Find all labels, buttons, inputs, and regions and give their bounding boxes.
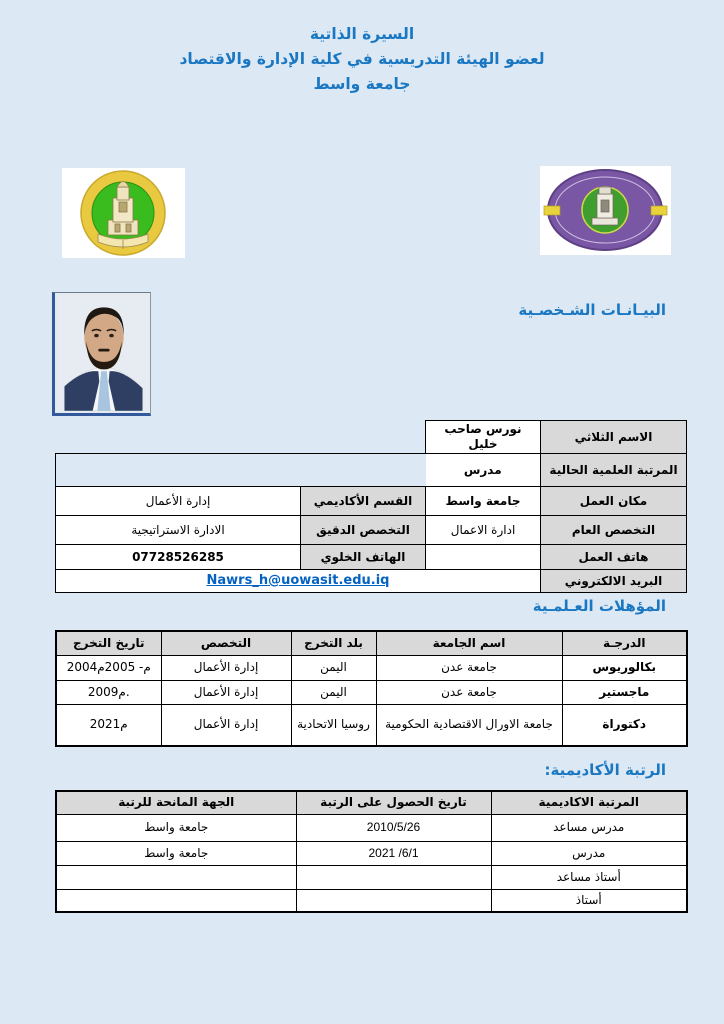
university-cell: جامعة عدن	[376, 655, 562, 680]
rank-date-header-cell: تاريخ الحصول على الرتبة	[296, 791, 491, 814]
qualifications-table	[55, 630, 688, 747]
college-english-ring-text	[540, 166, 542, 167]
table-row	[56, 545, 687, 570]
email-link[interactable]: Nawrs_h@uowasit.edu.iq	[206, 572, 390, 588]
table-row	[56, 865, 687, 889]
degree-label-cell: المرتبة العلمية الحالية	[541, 454, 687, 487]
personal-section-title: البيـانـات الشـخصـية	[518, 301, 666, 319]
college-arabic-ring-text	[540, 166, 544, 168]
mobile-label-cell: الهاتف الخلوي	[301, 545, 426, 570]
university-cell: جامعة الاورال الاقتصادية الحكومية	[376, 704, 562, 746]
country-cell: روسيا الاتحادية	[291, 704, 376, 746]
grantor-cell	[56, 865, 296, 889]
table-row	[56, 570, 687, 593]
table-header-row	[56, 791, 687, 814]
university-ring-text	[62, 168, 66, 170]
general-spec-value-cell: ادارة الاعمال	[426, 516, 541, 545]
dept-label-cell: القسم الأكاديمي	[301, 487, 426, 516]
rank-date-cell: 2021 /6/1	[296, 841, 491, 865]
rank-cell: أستاذ مساعد	[491, 865, 687, 889]
portrait-image	[57, 293, 150, 412]
degree-header-cell: الدرجـة	[562, 631, 687, 655]
degree-cell: ماجستير	[562, 680, 687, 704]
rank-date-cell	[296, 889, 491, 912]
table-row	[56, 487, 687, 516]
table-row	[56, 655, 687, 680]
mobile-value-cell: 07728526285	[56, 545, 301, 570]
dept-value-cell: إدارة الأعمال	[56, 487, 301, 516]
page-title	[0, 22, 724, 97]
svg-text:Wasit University - College of	[540, 166, 542, 167]
cv-title-line3: جامعة واسط	[313, 75, 411, 94]
table-row	[56, 516, 687, 545]
qualifications-section-title: المؤهلات العـلمـية	[532, 597, 666, 615]
table-row	[56, 889, 687, 912]
major-cell: إدارة الأعمال	[161, 655, 291, 680]
table-row	[56, 841, 687, 865]
grantor-header-cell: الجهة المانحة للرتبة	[56, 791, 296, 814]
rank-cell: مدرس مساعد	[491, 814, 687, 841]
general-spec-label-cell: التخصص العام	[541, 516, 687, 545]
empty-region	[56, 421, 426, 454]
table-header-row	[56, 631, 687, 655]
rank-cell: أستاذ	[491, 889, 687, 912]
country-cell: اليمن	[291, 680, 376, 704]
country-header-cell: بلد التخرج	[291, 631, 376, 655]
major-cell: إدارة الأعمال	[161, 704, 291, 746]
specific-spec-label-cell: التخصص الدقيق	[301, 516, 426, 545]
grantor-cell: جامعة واسط	[56, 841, 296, 865]
wasit-university-logo-icon	[62, 168, 185, 258]
personal-info-table	[55, 420, 687, 593]
name-label-cell: الاسم الثلاثي	[541, 421, 687, 454]
table-row	[56, 454, 687, 487]
workplace-value-cell: جامعة واسط	[426, 487, 541, 516]
degree-cell: دكتوراة	[562, 704, 687, 746]
degree-cell: بكالوريوس	[562, 655, 687, 680]
grad-date-cell: 2004م- 2005م	[56, 655, 161, 680]
college-logo	[540, 166, 671, 255]
workplace-label-cell: مكان العمل	[541, 487, 687, 516]
cv-title-line2: لعضو الهيئة التدريسية في كلية الإدارة والاقتصاد	[179, 50, 545, 69]
rank-date-cell: 2010/5/26	[296, 814, 491, 841]
academic-rank-table	[55, 790, 688, 913]
table-row	[56, 704, 687, 746]
college-logo-icon	[540, 166, 671, 255]
work-phone-label-cell: هاتف العمل	[541, 545, 687, 570]
grad-date-cell: 2009م.	[56, 680, 161, 704]
profile-photo	[52, 292, 151, 416]
university-header-cell: اسم الجامعة	[376, 631, 562, 655]
svg-text:جامعة واسط - كلية الادارة والا	[540, 166, 544, 168]
table-row	[56, 421, 687, 454]
university-cell: جامعة عدن	[376, 680, 562, 704]
work-phone-value-cell	[426, 545, 541, 570]
cv-title-line1: السيرة الذاتية	[309, 25, 415, 43]
rank-header-cell: المرتبة الاكاديمية	[491, 791, 687, 814]
rank-date-cell	[296, 865, 491, 889]
grad-date-cell: 2021م	[56, 704, 161, 746]
name-value-cell: نورس صاحب خليل	[426, 421, 541, 454]
specific-spec-value-cell: الادارة الاستراتيجية	[56, 516, 301, 545]
grantor-cell	[56, 889, 296, 912]
grad-date-header-cell: تاريخ التخرج	[56, 631, 161, 655]
email-label-cell: البريد الالكتروني	[541, 570, 687, 593]
degree-value-cell: مدرس	[426, 454, 541, 487]
rank-section-title: الرتبة الأكاديمية:	[544, 761, 666, 779]
svg-text:WASIT UNIVERSITY	[62, 168, 66, 170]
rank-cell: مدرس	[491, 841, 687, 865]
table-row	[56, 814, 687, 841]
wasit-university-logo	[62, 168, 185, 258]
table-row	[56, 680, 687, 704]
grantor-cell: جامعة واسط	[56, 814, 296, 841]
major-cell: إدارة الأعمال	[161, 680, 291, 704]
major-header-cell: التخصص	[161, 631, 291, 655]
country-cell: اليمن	[291, 655, 376, 680]
email-value-cell	[56, 570, 541, 593]
empty-region	[56, 454, 426, 487]
